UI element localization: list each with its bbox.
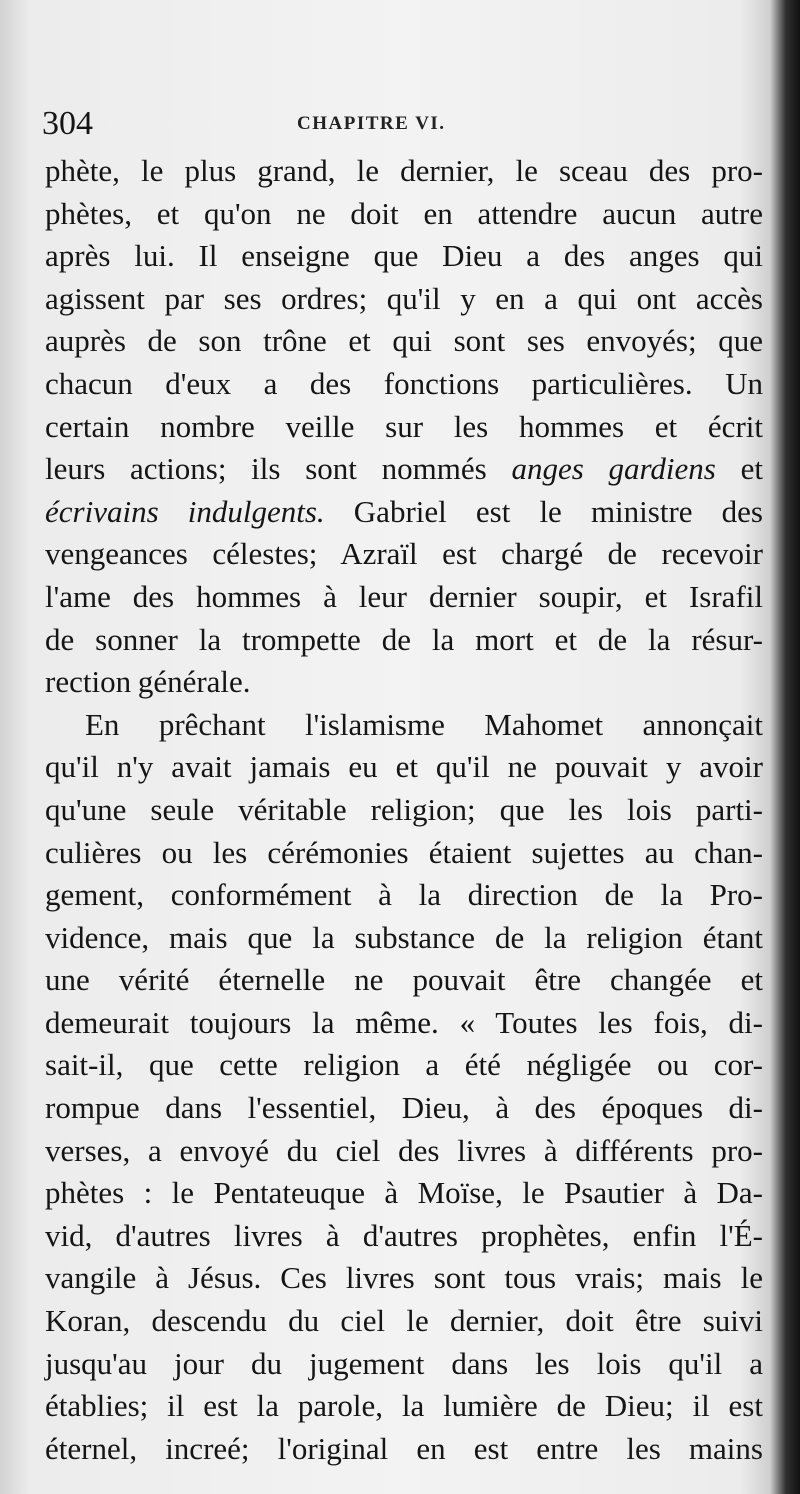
text-line: une vérité éternelle ne pouvait être changée et <box>45 962 763 998</box>
text-line: gement, conformément à la direction de la Pro- <box>45 877 763 913</box>
text-line: sait-il, que cette religion a été négligée ou cor- <box>45 1047 763 1083</box>
text-segment: Gabriel est le ministre des <box>324 493 763 529</box>
text-line: jusqu'au jour du jugement dans les lois qu'il a <box>45 1345 763 1381</box>
text-segment: leurs actions; ils sont nommés <box>45 451 512 487</box>
text-line: chacun d'eux a des fonctions particulières. Un <box>45 365 763 401</box>
text-line: En prêchant l'islamisme Mahomet annonçait <box>85 706 763 742</box>
text-line: vangile à Jésus. Ces livres sont tous vrais; mais le <box>45 1260 763 1296</box>
italic-term: anges gardiens <box>511 451 716 487</box>
text-line: qu'il n'y avait jamais eu et qu'il ne pouvait y avoir <box>45 749 763 785</box>
text-line: vid, d'autres livres à d'autres prophètes, enfin l'É- <box>45 1217 763 1253</box>
text-line: auprès de son trône et qui sont ses envoyés; que <box>45 323 763 359</box>
text-line: phètes : le Pentateuque à Moïse, le Psautier à Da- <box>45 1175 763 1211</box>
text-line: culières ou les cérémonies étaient sujettes au chan- <box>45 834 763 870</box>
text-line: rection générale. <box>45 664 251 700</box>
text-line: établies; il est la parole, la lumière de Dieu; il est <box>45 1388 763 1424</box>
text-line: phètes, et qu'on ne doit en attendre aucun autre <box>45 195 763 231</box>
text-line: verses, a envoyé du ciel des livres à différents pro- <box>45 1132 763 1168</box>
text-line: demeurait toujours la même. « Toutes les fois, di- <box>45 1004 763 1040</box>
text-line: certain nombre veille sur les hommes et écrit <box>45 408 763 444</box>
italic-term: écrivains indulgents. <box>45 493 325 529</box>
running-head: CHAPITRE VI. <box>297 113 446 134</box>
body-text <box>45 150 763 1470</box>
text-line: éternel, increé; l'original en est entre les mains <box>45 1430 763 1466</box>
page-number: 304 <box>42 105 93 142</box>
text-line: qu'une seule véritable religion; que les lois parti- <box>45 791 763 827</box>
text-line: agissent par ses ordres; qu'il y en a qui ont accès <box>45 280 763 316</box>
text-line <box>45 491 763 534</box>
text-line: de sonner la trompette de la mort et de la résur- <box>45 621 763 657</box>
page-header <box>42 100 762 148</box>
text-line: vengeances célestes; Azraïl est chargé de recevoir <box>45 536 763 572</box>
text-segment: et <box>715 451 763 487</box>
text-line: l'ame des hommes à leur dernier soupir, et Israfil <box>45 578 763 614</box>
text-line: Koran, descendu du ciel le dernier, doit être suivi <box>45 1303 763 1339</box>
text-line: phète, le plus grand, le dernier, le sceau des pro- <box>45 153 763 188</box>
text-line: rompue dans l'essentiel, Dieu, à des époques di- <box>45 1090 763 1126</box>
text-line <box>45 448 763 491</box>
text-line: vidence, mais que la substance de la religion étant <box>45 919 763 955</box>
text-line: après lui. Il enseigne que Dieu a des anges qui <box>45 238 763 274</box>
